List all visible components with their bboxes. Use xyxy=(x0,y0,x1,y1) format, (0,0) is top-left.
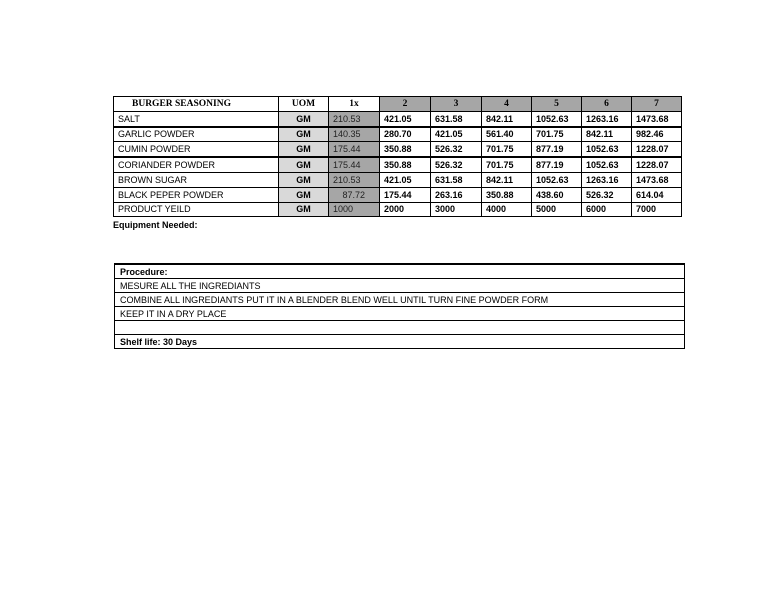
procedure-step: COMBINE ALL INGREDIANTS PUT IT IN A BLENDER BLEND WELL UNTIL TURN FINE POWDER FORM xyxy=(115,293,685,307)
ingredient-name: BLACK PEPER POWDER xyxy=(114,187,279,202)
scaled-quantity-cell: 842.11 xyxy=(582,127,632,142)
procedure-step: KEEP IT IN A DRY PLACE xyxy=(115,307,685,321)
procedure-step-row xyxy=(115,307,685,321)
ingredient-name: PRODUCT YEILD xyxy=(114,202,279,217)
base-quantity-cell: 210.53 xyxy=(329,172,380,187)
uom-cell: GM xyxy=(279,127,329,142)
base-quantity-cell: 140.35 xyxy=(329,127,380,142)
batch-header-7: 7 xyxy=(632,97,682,112)
scaled-quantity-cell: 982.46 xyxy=(632,127,682,142)
scaled-quantity-cell: 842.11 xyxy=(482,172,532,187)
table-header-row xyxy=(114,97,682,112)
scaled-quantity-cell: 526.32 xyxy=(431,142,482,157)
recipe-title: BURGER SEASONING xyxy=(114,97,279,112)
scaled-quantity-cell: 842.11 xyxy=(482,111,532,126)
base-quantity-cell: 1000 xyxy=(329,202,380,217)
procedure-table xyxy=(114,263,685,349)
uom-cell: GM xyxy=(279,187,329,202)
scaled-quantity-cell: 1228.07 xyxy=(632,142,682,157)
batch-header-3: 3 xyxy=(431,97,482,112)
scaled-quantity-cell: 350.88 xyxy=(380,157,431,172)
scaled-quantity-cell: 1052.63 xyxy=(582,157,632,172)
scaled-quantity-cell: 631.58 xyxy=(431,172,482,187)
batch-header-5: 5 xyxy=(532,97,582,112)
scaled-quantity-cell: 3000 xyxy=(431,202,482,217)
scaled-quantity-cell: 2000 xyxy=(380,202,431,217)
table-row xyxy=(114,142,682,157)
scaled-quantity-cell: 4000 xyxy=(482,202,532,217)
scaled-quantity-cell: 1052.63 xyxy=(532,172,582,187)
scaled-quantity-cell: 526.32 xyxy=(582,187,632,202)
recipe-table-body xyxy=(114,111,682,217)
procedure-step-row xyxy=(115,293,685,307)
procedure-step-row xyxy=(115,279,685,293)
procedure-step: MESURE ALL THE INGREDIANTS xyxy=(115,279,685,293)
ingredient-name: BROWN SUGAR xyxy=(114,172,279,187)
base-quantity-cell: 175.44 xyxy=(329,142,380,157)
uom-cell: GM xyxy=(279,142,329,157)
recipe-scaling-table xyxy=(113,96,682,217)
uom-cell: GM xyxy=(279,202,329,217)
shelf-life-row xyxy=(115,335,685,349)
uom-header: UOM xyxy=(279,97,329,112)
table-row xyxy=(114,127,682,142)
scaled-quantity-cell: 6000 xyxy=(582,202,632,217)
uom-cell: GM xyxy=(279,111,329,126)
scaled-quantity-cell: 1473.68 xyxy=(632,111,682,126)
scaled-quantity-cell: 631.58 xyxy=(431,111,482,126)
ingredient-name: SALT xyxy=(114,111,279,126)
base-quantity-cell: 210.53 xyxy=(329,111,380,126)
scaled-quantity-cell: 1473.68 xyxy=(632,172,682,187)
table-row xyxy=(114,157,682,172)
uom-cell: GM xyxy=(279,157,329,172)
scaled-quantity-cell: 263.16 xyxy=(431,187,482,202)
shelf-life: Shelf life: 30 Days xyxy=(115,335,685,349)
procedure-step xyxy=(115,321,685,335)
scaled-quantity-cell: 438.60 xyxy=(532,187,582,202)
scaled-quantity-cell: 701.75 xyxy=(482,157,532,172)
scaled-quantity-cell: 526.32 xyxy=(431,157,482,172)
procedure-heading: Procedure: xyxy=(115,264,685,279)
scaled-quantity-cell: 1228.07 xyxy=(632,157,682,172)
batch-header-1x: 1x xyxy=(329,97,380,112)
base-quantity-cell: 87.72 xyxy=(329,187,380,202)
procedure-step-row xyxy=(115,321,685,335)
scaled-quantity-cell: 7000 xyxy=(632,202,682,217)
scaled-quantity-cell: 350.88 xyxy=(482,187,532,202)
table-row xyxy=(114,172,682,187)
scaled-quantity-cell: 1263.16 xyxy=(582,172,632,187)
scaled-quantity-cell: 350.88 xyxy=(380,142,431,157)
batch-header-4: 4 xyxy=(482,97,532,112)
table-row xyxy=(114,111,682,126)
batch-header-6: 6 xyxy=(582,97,632,112)
ingredient-name: CORIANDER POWDER xyxy=(114,157,279,172)
scaled-quantity-cell: 1263.16 xyxy=(582,111,632,126)
scaled-quantity-cell: 1052.63 xyxy=(582,142,632,157)
ingredient-name: GARLIC POWDER xyxy=(114,127,279,142)
equipment-needed-label: Equipment Needed: xyxy=(113,220,198,230)
scaled-quantity-cell: 561.40 xyxy=(482,127,532,142)
scaled-quantity-cell: 280.70 xyxy=(380,127,431,142)
batch-header-2: 2 xyxy=(380,97,431,112)
table-row xyxy=(114,187,682,202)
scaled-quantity-cell: 421.05 xyxy=(380,111,431,126)
scaled-quantity-cell: 421.05 xyxy=(431,127,482,142)
scaled-quantity-cell: 877.19 xyxy=(532,142,582,157)
scaled-quantity-cell: 701.75 xyxy=(482,142,532,157)
scaled-quantity-cell: 701.75 xyxy=(532,127,582,142)
scaled-quantity-cell: 1052.63 xyxy=(532,111,582,126)
scaled-quantity-cell: 614.04 xyxy=(632,187,682,202)
base-quantity-cell: 175.44 xyxy=(329,157,380,172)
scaled-quantity-cell: 5000 xyxy=(532,202,582,217)
uom-cell: GM xyxy=(279,172,329,187)
scaled-quantity-cell: 877.19 xyxy=(532,157,582,172)
procedure-heading-row xyxy=(115,264,685,279)
ingredient-name: CUMIN POWDER xyxy=(114,142,279,157)
scaled-quantity-cell: 421.05 xyxy=(380,172,431,187)
table-row xyxy=(114,202,682,217)
scaled-quantity-cell: 175.44 xyxy=(380,187,431,202)
